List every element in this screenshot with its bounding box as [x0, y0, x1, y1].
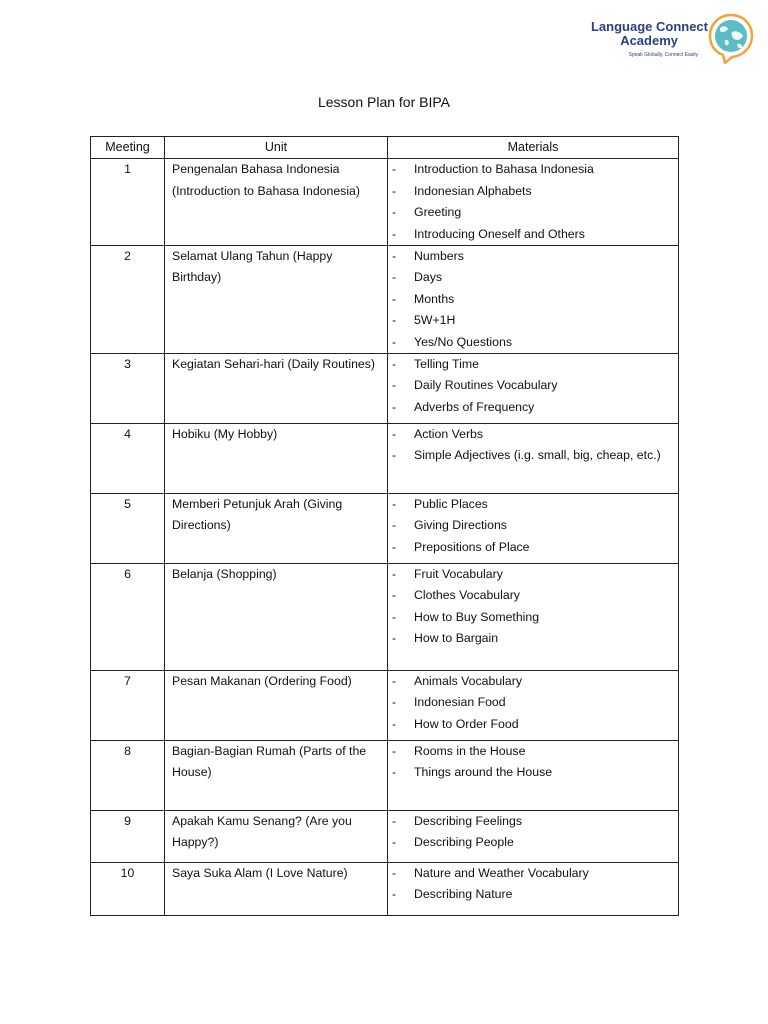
material-item	[392, 181, 678, 202]
material-text: Describing Feelings	[414, 814, 522, 829]
material-item	[392, 310, 678, 331]
material-text: 5W+1H	[414, 313, 456, 328]
material-text: Months	[414, 291, 455, 306]
material-text: Public Places	[414, 497, 488, 512]
table-row	[91, 354, 679, 424]
materials-cell	[388, 246, 679, 354]
material-item	[392, 202, 678, 223]
material-item	[392, 375, 678, 396]
meeting-number: 4	[91, 424, 165, 494]
bullet-dash: -	[392, 609, 397, 624]
material-text: Fruit Vocabulary	[414, 567, 503, 582]
bullet-dash: -	[392, 518, 397, 533]
material-text: Introducing Oneself and Others	[414, 226, 585, 241]
material-item	[392, 224, 678, 245]
table-row	[91, 741, 679, 811]
material-item	[392, 607, 678, 628]
table-row	[91, 159, 679, 246]
unit-name: Kegiatan Sehari-hari (Daily Routines)	[165, 354, 388, 424]
bullet-dash: -	[392, 226, 397, 241]
meeting-number: 6	[91, 564, 165, 671]
material-item	[392, 884, 678, 905]
bullet-dash: -	[392, 765, 397, 780]
bullet-dash: -	[392, 357, 397, 372]
material-item	[392, 692, 678, 713]
material-text: Introduction to Bahasa Indonesia	[414, 162, 594, 177]
material-item	[392, 762, 678, 783]
material-text: Yes/No Questions	[414, 334, 512, 349]
material-item	[392, 714, 678, 735]
bullet-dash: -	[392, 744, 397, 759]
material-item	[392, 515, 678, 536]
material-item	[392, 289, 678, 310]
material-item	[392, 811, 678, 832]
material-text: Rooms in the House	[414, 744, 526, 759]
bullet-dash: -	[392, 183, 397, 198]
material-item	[392, 863, 678, 884]
logo-name-line2: Academy	[620, 33, 678, 48]
table-row	[91, 671, 679, 741]
material-text: Numbers	[414, 249, 464, 264]
material-text: Days	[414, 270, 443, 285]
material-item	[392, 424, 678, 445]
material-item	[392, 628, 678, 649]
material-text: Prepositions of Place	[414, 539, 530, 554]
material-text: Indonesian Alphabets	[414, 183, 532, 198]
material-item	[392, 832, 678, 853]
materials-cell	[388, 159, 679, 246]
bullet-dash: -	[392, 427, 397, 442]
table-row	[91, 564, 679, 671]
bullet-dash: -	[392, 313, 397, 328]
material-text: Indonesian Food	[414, 695, 506, 710]
bullet-dash: -	[392, 567, 397, 582]
table-row	[91, 424, 679, 494]
materials-cell	[388, 354, 679, 424]
material-item	[392, 159, 678, 180]
material-text: Animals Vocabulary	[414, 674, 522, 689]
material-text: How to Bargain	[414, 631, 499, 646]
meeting-number: 5	[91, 494, 165, 564]
materials-cell	[388, 564, 679, 671]
header-meeting: Meeting	[91, 137, 165, 159]
meeting-number: 8	[91, 741, 165, 811]
company-logo	[586, 10, 766, 70]
table-row	[91, 811, 679, 863]
meeting-number: 3	[91, 354, 165, 424]
material-text: Greeting	[414, 205, 462, 220]
material-item	[392, 332, 678, 353]
meeting-number: 10	[91, 863, 165, 916]
bullet-dash: -	[392, 814, 397, 829]
bullet-dash: -	[392, 497, 397, 512]
bullet-dash: -	[392, 399, 397, 414]
materials-cell	[388, 424, 679, 494]
bullet-dash: -	[392, 334, 397, 349]
header-unit: Unit	[165, 137, 388, 159]
table-header-row	[91, 137, 679, 159]
logo-text	[591, 20, 708, 58]
unit-name: Selamat Ulang Tahun (Happy Birthday)	[165, 246, 388, 354]
unit-name: Pesan Makanan (Ordering Food)	[165, 671, 388, 741]
unit-name: Pengenalan Bahasa Indonesia (Introduction to Bahasa Indonesia)	[165, 159, 388, 246]
bullet-dash: -	[392, 631, 397, 646]
unit-name: Bagian-Bagian Rumah (Parts of the House)	[165, 741, 388, 811]
table-row	[91, 246, 679, 354]
header-materials: Materials	[388, 137, 679, 159]
material-text: How to Buy Something	[414, 609, 540, 624]
material-text: Daily Routines Vocabulary	[414, 378, 558, 393]
logo-name-line1: Language Connect	[590, 19, 708, 34]
bullet-dash: -	[392, 695, 397, 710]
meeting-number: 2	[91, 246, 165, 354]
material-text: Describing Nature	[414, 887, 513, 902]
material-text: How to Order Food	[414, 716, 519, 731]
material-text: Telling Time	[414, 357, 479, 372]
meeting-number: 7	[91, 671, 165, 741]
bullet-dash: -	[392, 249, 397, 264]
material-item	[392, 494, 678, 515]
material-text: Clothes Vocabulary	[414, 588, 520, 603]
meeting-number: 9	[91, 811, 165, 863]
logo-tagline: Speak Globally, Connect Easily	[628, 52, 698, 58]
materials-cell	[388, 863, 679, 916]
unit-name: Saya Suka Alam (I Love Nature)	[165, 863, 388, 916]
material-item	[392, 354, 678, 375]
bullet-dash: -	[392, 539, 397, 554]
bullet-dash: -	[392, 270, 397, 285]
bullet-dash: -	[392, 835, 397, 850]
material-item	[392, 671, 678, 692]
table-row	[91, 494, 679, 564]
material-text: Things around the House	[414, 765, 553, 780]
bullet-dash: -	[392, 674, 397, 689]
page-title: Lesson Plan for BIPA	[317, 94, 451, 110]
material-item	[392, 267, 678, 288]
material-text: Action Verbs	[414, 427, 484, 442]
unit-name: Hobiku (My Hobby)	[165, 424, 388, 494]
bullet-dash: -	[392, 205, 397, 220]
material-text: Nature and Weather Vocabulary	[414, 866, 589, 881]
material-item	[392, 585, 678, 606]
material-text: Describing People	[414, 835, 514, 850]
unit-name: Apakah Kamu Senang? (Are you Happy?)	[165, 811, 388, 863]
material-text: Simple Adjectives (i.g. small, big, cheap, etc.)	[414, 448, 661, 463]
bullet-dash: -	[392, 291, 397, 306]
unit-name: Memberi Petunjuk Arah (Giving Directions)	[165, 494, 388, 564]
materials-cell	[388, 741, 679, 811]
material-item	[392, 445, 678, 466]
bullet-dash: -	[392, 716, 397, 731]
material-item	[392, 397, 678, 418]
material-item	[392, 246, 678, 267]
materials-cell	[388, 671, 679, 741]
table-row	[91, 863, 679, 916]
lesson-plan-table	[90, 136, 679, 916]
unit-name: Belanja (Shopping)	[165, 564, 388, 671]
material-text: Giving Directions	[414, 518, 507, 533]
bullet-dash: -	[392, 866, 397, 881]
bullet-dash: -	[392, 588, 397, 603]
material-text: Adverbs of Frequency	[414, 399, 535, 414]
bullet-dash: -	[392, 378, 397, 393]
materials-cell	[388, 811, 679, 863]
globe-icon	[706, 12, 756, 64]
bullet-dash: -	[392, 887, 397, 902]
bullet-dash: -	[392, 448, 397, 463]
material-item	[392, 564, 678, 585]
material-item	[392, 537, 678, 558]
bullet-dash: -	[392, 162, 397, 177]
materials-cell	[388, 494, 679, 564]
material-item	[392, 741, 678, 762]
meeting-number: 1	[91, 159, 165, 246]
